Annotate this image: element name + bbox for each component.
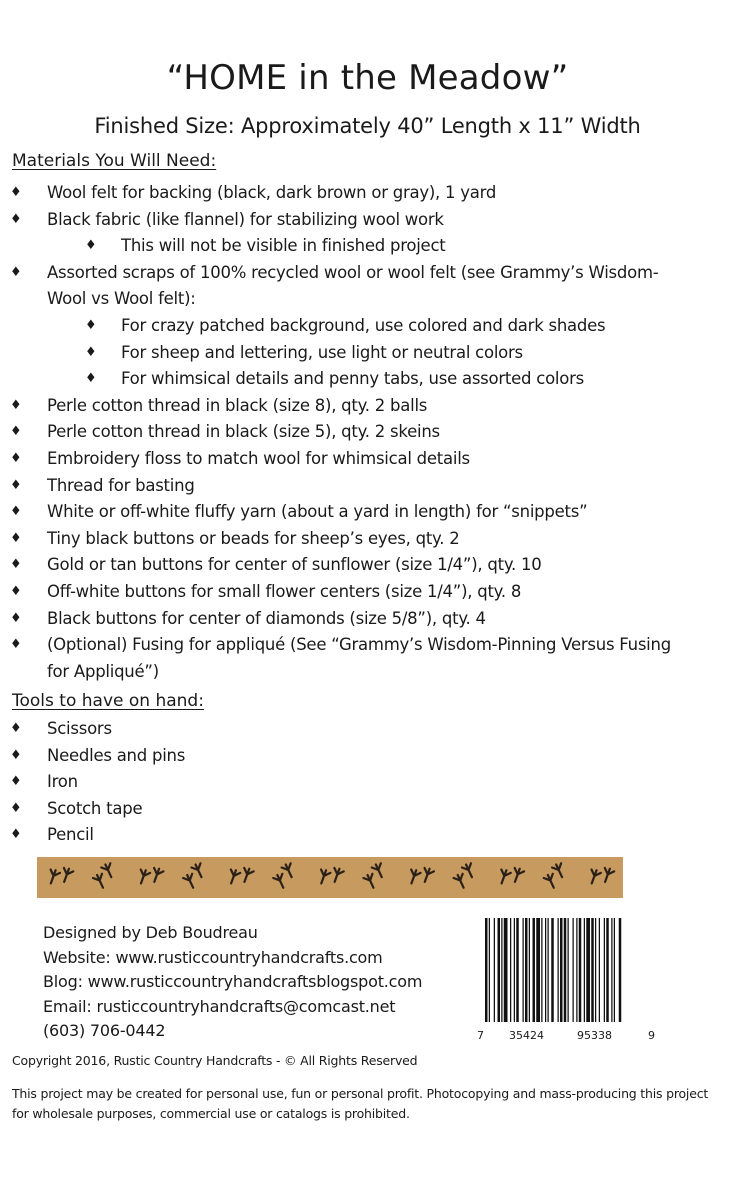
bird-footprint-icon — [407, 863, 435, 889]
bird-footprint-icon — [270, 862, 298, 889]
list-item — [0, 419, 735, 446]
list-item — [0, 743, 735, 770]
diamond-bullet-icon: ♦ — [10, 610, 22, 626]
diamond-bullet-icon: ♦ — [10, 477, 22, 493]
list-item — [0, 499, 735, 526]
diamond-bullet-icon: ♦ — [85, 344, 97, 360]
usage-notice: This project may be created for personal use, fun or personal profit. Photocopying and mass-producing this project for wholesale purposes, commercial use or catalogs is prohibited. — [12, 1086, 709, 1121]
list-item-text: Tiny black buttons or beads for sheep’s eyes, qty. 2 — [47, 528, 460, 548]
page-title: “HOME in the Meadow” — [166, 58, 569, 98]
barcode-digit-right: 9 — [648, 1029, 655, 1042]
barcode-digits-middle-left: 35424 — [509, 1029, 544, 1042]
diamond-bullet-icon: ♦ — [10, 397, 22, 413]
bird-footprint-icon — [541, 862, 569, 889]
list-item-text: Scissors — [47, 719, 112, 738]
bird-footprint-icon — [136, 863, 164, 889]
list-item-text: Iron — [47, 772, 78, 792]
barcode — [477, 918, 657, 1046]
diamond-bullet-icon: ♦ — [10, 450, 22, 466]
diamond-bullet-icon: ♦ — [85, 371, 97, 387]
diamond-bullet-icon: ♦ — [10, 424, 22, 440]
materials-heading: Materials You Will Need: — [12, 151, 217, 171]
list-item-text: Gold or tan buttons for center of sunflower (size 1/4”), qty. 10 — [47, 555, 542, 575]
diamond-bullet-icon: ♦ — [85, 238, 97, 254]
list-item-text: White or off-white fluffy yarn (about a yard in length) for “snippets” — [47, 502, 588, 522]
phone-line: (603) 706-0442 — [43, 1021, 166, 1040]
email-line[interactable]: Email: rusticcountryhandcrafts@comcast.net — [43, 996, 396, 1016]
list-item-text: Wool felt for backing (black, dark brown or gray), 1 yard — [47, 183, 497, 202]
list-item — [0, 207, 735, 234]
bird-footprints-icon — [37, 857, 623, 898]
list-item — [0, 526, 735, 553]
list-item — [0, 260, 735, 313]
tools-heading: Tools to have on hand: — [12, 691, 204, 711]
list-item — [0, 180, 735, 207]
list-item-text: Off-white buttons for small flower centers (size 1/4”), qty. 8 — [47, 581, 522, 601]
list-item — [0, 233, 735, 260]
finished-size: Finished Size: Approximately 40” Length x 11” Width — [94, 114, 641, 138]
barcode-digits — [477, 1027, 657, 1045]
list-item — [0, 796, 735, 823]
list-item — [0, 313, 735, 340]
list-item — [0, 393, 735, 420]
diamond-bullet-icon: ♦ — [10, 827, 22, 843]
list-item — [0, 340, 735, 367]
diamond-bullet-icon: ♦ — [10, 557, 22, 573]
bird-footprint-icon — [497, 863, 525, 889]
diamond-bullet-icon: ♦ — [10, 800, 22, 816]
diamond-bullet-icon: ♦ — [10, 504, 22, 520]
copyright-line: Copyright 2016, Rustic Country Handcrafts - © All Rights Reserved — [12, 1053, 418, 1068]
list-item — [0, 366, 735, 393]
barcode-digit-left: 7 — [477, 1029, 484, 1042]
list-item — [0, 716, 735, 743]
list-item-text: Scotch tape — [47, 798, 143, 818]
credits — [43, 921, 422, 1044]
bird-footprint-icon — [180, 862, 208, 889]
list-item-text: This will not be visible in finished project — [121, 236, 446, 256]
tools-list — [0, 716, 735, 849]
list-item-text: Black buttons for center of diamonds (size 5/8”), qty. 4 — [47, 608, 486, 628]
list-item-text: Black fabric (like flannel) for stabilizing wool work — [47, 209, 444, 229]
barcode-digits-middle-right: 95338 — [577, 1029, 612, 1042]
diamond-bullet-icon: ♦ — [10, 264, 22, 280]
list-item-text: For whimsical details and penny tabs, use assorted colors — [121, 369, 584, 389]
diamond-bullet-icon: ♦ — [10, 583, 22, 599]
list-item — [0, 632, 735, 685]
bird-footprint-icon — [451, 862, 479, 889]
diamond-bullet-icon: ♦ — [10, 747, 22, 763]
list-item-text: For sheep and lettering, use light or neutral colors — [121, 342, 523, 362]
list-item-text: Embroidery floss to match wool for whimsical details — [47, 448, 470, 468]
list-item — [0, 822, 735, 849]
list-item — [0, 446, 735, 473]
list-item — [0, 606, 735, 633]
list-item-text: (Optional) Fusing for appliqué (See “Grammy’s Wisdom-Pinning Versus Fusing for Appliqué”) — [47, 635, 671, 681]
bird-footprint-icon — [317, 863, 345, 889]
list-item — [0, 769, 735, 796]
list-item — [0, 552, 735, 579]
list-item-text: Needles and pins — [47, 745, 186, 765]
list-item-text: Assorted scraps of 100% recycled wool or wool felt (see Grammy’s Wisdom-Wool vs Wool felt): — [47, 262, 659, 309]
diamond-bullet-icon: ♦ — [10, 721, 22, 736]
materials-list — [0, 180, 735, 685]
diamond-bullet-icon: ♦ — [10, 774, 22, 790]
bird-footprint-icon — [587, 863, 615, 889]
diamond-bullet-icon: ♦ — [10, 185, 22, 200]
blog-line[interactable]: Blog: www.rusticcountryhandcraftsblogspot.com — [43, 972, 423, 991]
list-item-text: For crazy patched background, use colored and dark shades — [121, 315, 606, 335]
bird-footprint-icon — [90, 862, 118, 889]
diamond-bullet-icon: ♦ — [85, 317, 97, 333]
bird-footprint-icon — [360, 862, 388, 889]
decorative-border — [37, 857, 623, 898]
list-item — [0, 579, 735, 606]
bird-footprint-icon — [226, 863, 254, 889]
bird-footprint-icon — [46, 863, 74, 889]
list-item-text: Thread for basting — [47, 475, 195, 495]
list-item-text: Perle cotton thread in black (size 5), qty. 2 skeins — [47, 422, 440, 442]
diamond-bullet-icon: ♦ — [10, 637, 22, 653]
barcode-bars — [477, 918, 657, 1028]
list-item-text: Perle cotton thread in black (size 8), qty. 2 balls — [47, 395, 428, 415]
list-item — [0, 473, 735, 500]
diamond-bullet-icon: ♦ — [10, 211, 22, 227]
website-line[interactable]: Website: www.rusticcountryhandcrafts.com — [43, 947, 383, 967]
list-item-text: Pencil — [47, 825, 94, 845]
diamond-bullet-icon: ♦ — [10, 530, 22, 546]
designer-credit: Designed by Deb Boudreau — [43, 923, 258, 942]
